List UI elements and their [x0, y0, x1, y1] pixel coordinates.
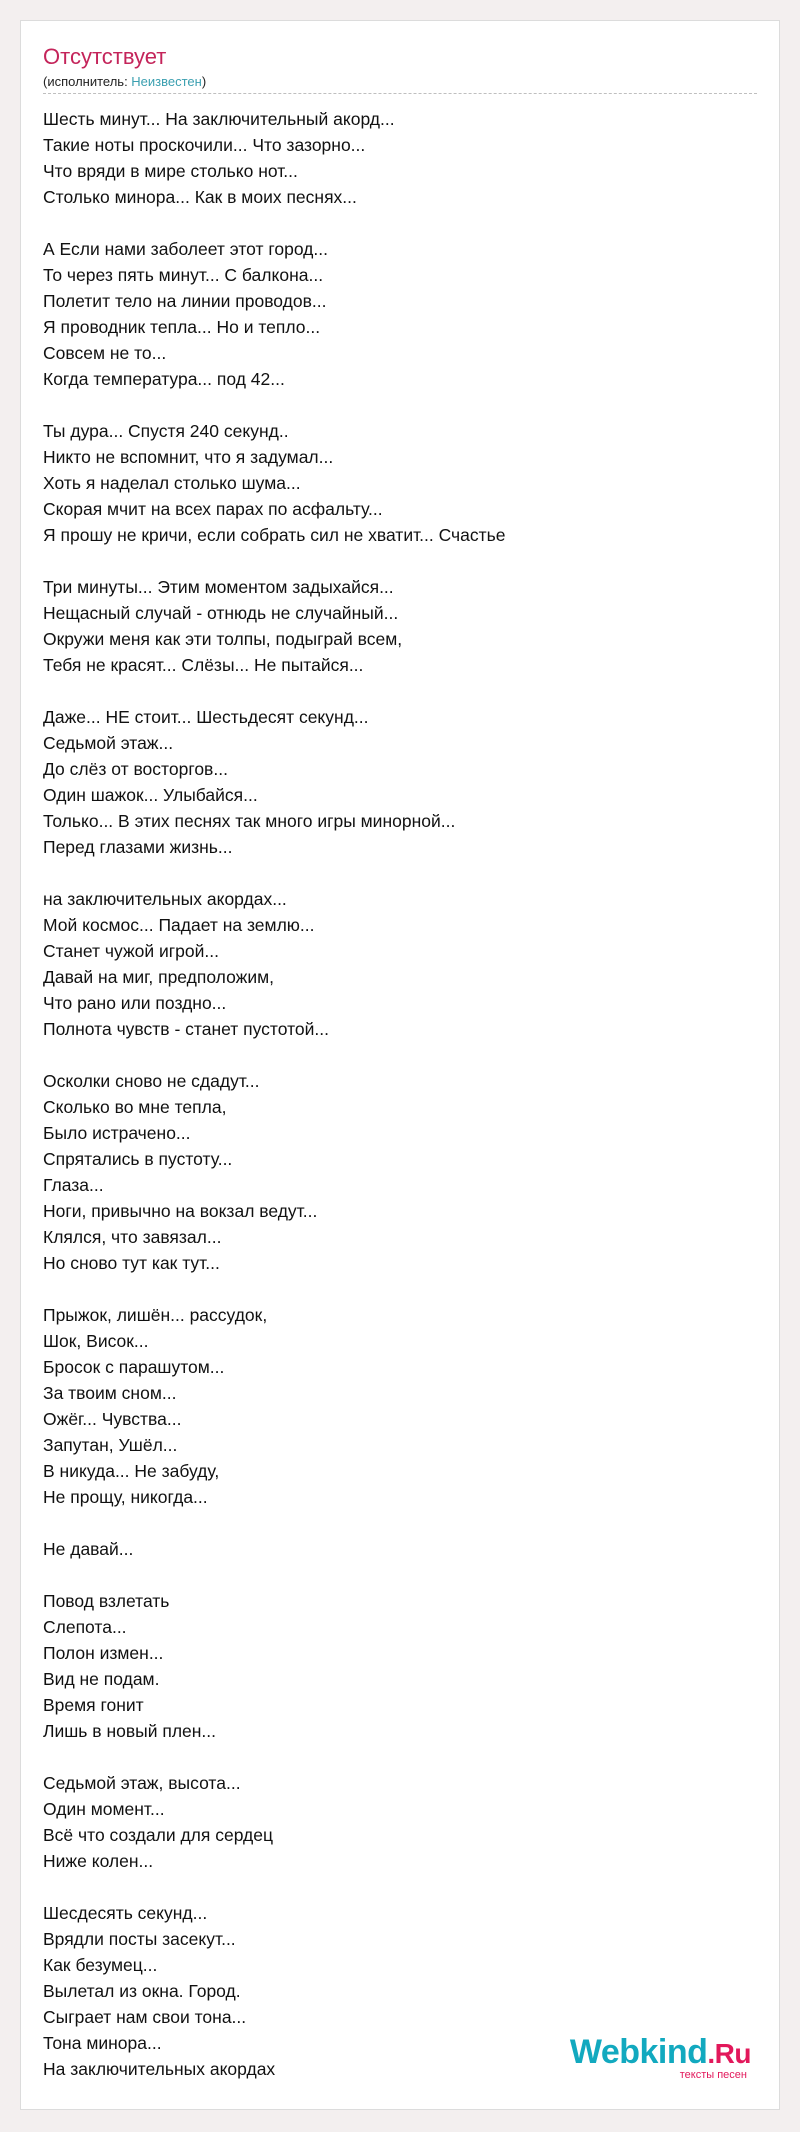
- lyric-line: Я прошу не кричи, если собрать сил не хватит... Счастье: [43, 525, 506, 545]
- stanza-gap: [43, 1562, 757, 1588]
- lyric-line: Время гонит: [43, 1695, 144, 1715]
- lyric-line: Тона минора...: [43, 2033, 162, 2053]
- lyric-line: Шесть минут... На заключительный акорд...: [43, 109, 395, 129]
- lyric-line: Ожёг... Чувства...: [43, 1409, 182, 1429]
- stanza-gap: [43, 1510, 757, 1536]
- logo-tagline: тексты песен: [679, 2069, 747, 2081]
- stanza-gap: [43, 210, 757, 236]
- stanza: [43, 236, 757, 392]
- stanza-gap: [43, 678, 757, 704]
- lyric-line: Повод взлетать: [43, 1591, 170, 1611]
- lyric-line: Давай на миг, предположим,: [43, 967, 275, 987]
- stanza-gap: [43, 1744, 757, 1770]
- song-header: [43, 43, 757, 90]
- lyric-line: Глаза...: [43, 1175, 104, 1195]
- stanza: [43, 704, 757, 860]
- lyric-line: Хоть я наделал столько шума...: [43, 473, 301, 493]
- stanza: [43, 1588, 757, 1744]
- stanza: [43, 1536, 757, 1562]
- lyric-line: Нещасный случай - отнюдь не случайный...: [43, 603, 399, 623]
- lyric-line: Спрятались в пустоту...: [43, 1149, 233, 1169]
- stanza: [43, 418, 757, 548]
- lyrics-card: [20, 20, 780, 2110]
- lyric-line: За твоим сном...: [43, 1383, 177, 1403]
- stanza-gap: [43, 548, 757, 574]
- lyric-line: Лишь в новый плен...: [43, 1721, 217, 1741]
- lyric-line: Как безумец...: [43, 1955, 158, 1975]
- lyric-line: Что рано или поздно...: [43, 993, 227, 1013]
- lyric-line: Вылетал из окна. Город.: [43, 1981, 241, 2001]
- lyric-line: Но сново тут как тут...: [43, 1253, 220, 1273]
- stanza: [43, 106, 757, 210]
- lyrics-text: [43, 106, 757, 2082]
- lyric-line: Когда температура... под 42...: [43, 369, 285, 389]
- lyric-line: Ты дура... Спустя 240 секунд..: [43, 421, 289, 441]
- logo-name: Webkind: [569, 2033, 708, 2071]
- lyric-line: Клялся, что завязал...: [43, 1227, 222, 1247]
- lyric-line: Осколки сново не сдадут...: [43, 1071, 260, 1091]
- lyric-line: на заключительных акордах...: [43, 889, 287, 909]
- lyric-line: Я проводник тепла... Но и тепло...: [43, 317, 321, 337]
- lyric-line: В никуда... Не забуду,: [43, 1461, 220, 1481]
- lyric-line: Запутан, Ушёл...: [43, 1435, 178, 1455]
- lyric-line: Мой космос... Падает на землю...: [43, 915, 315, 935]
- stanza: [43, 1302, 757, 1510]
- lyric-line: Бросок с парашутом...: [43, 1357, 225, 1377]
- lyric-line: Не давай...: [43, 1539, 134, 1559]
- lyric-line: Слепота...: [43, 1617, 127, 1637]
- lyric-line: Вид не подам.: [43, 1669, 160, 1689]
- lyric-line: Совсем не то...: [43, 343, 167, 363]
- lyric-line: Прыжок, лишён... рассудок,: [43, 1305, 268, 1325]
- lyric-line: Один момент...: [43, 1799, 165, 1819]
- lyric-line: Станет чужой игрой...: [43, 941, 220, 961]
- stanza: [43, 574, 757, 678]
- lyric-line: До слёз от восторгов...: [43, 759, 228, 779]
- lyric-line: Всё что создали для сердец: [43, 1825, 274, 1845]
- lyric-line: Окружи меня как эти толпы, подыграй всем,: [43, 629, 403, 649]
- lyric-line: То через пять минут... С балкона...: [43, 265, 324, 285]
- lyric-line: Скорая мчит на всех парах по асфальту...: [43, 499, 383, 519]
- stanza-gap: [43, 860, 757, 886]
- header-divider: [43, 93, 757, 94]
- lyric-line: Даже... НЕ стоит... Шестьдесят секунд...: [43, 707, 369, 727]
- lyric-line: Столько минора... Как в моих песнях...: [43, 187, 357, 207]
- song-title: Отсутствует: [43, 44, 167, 69]
- stanza-gap: [43, 1874, 757, 1900]
- lyric-line: А Если нами заболеет этот город...: [43, 239, 328, 259]
- lyric-line: Ноги, привычно на вокзал ведут...: [43, 1201, 318, 1221]
- performer-line: [43, 73, 757, 90]
- lyric-line: Седьмой этаж...: [43, 733, 174, 753]
- lyric-line: Было истрачено...: [43, 1123, 191, 1143]
- lyric-line: Тебя не красят... Слёзы... Не пытайся...: [43, 655, 364, 675]
- lyric-line: Шок, Висок...: [43, 1331, 149, 1351]
- lyric-line: Сколько во мне тепла,: [43, 1097, 227, 1117]
- lyric-line: Полнота чувств - станет пустотой...: [43, 1019, 329, 1039]
- stanza-gap: [43, 392, 757, 418]
- lyric-line: Что вряди в мире столько нот...: [43, 161, 298, 181]
- logo-tld: .Ru: [707, 2038, 751, 2069]
- performer-link[interactable]: Неизвестен: [131, 74, 202, 89]
- lyric-line: На заключительных акордах: [43, 2059, 276, 2079]
- lyric-line: Полон измен...: [43, 1643, 164, 1663]
- site-logo[interactable]: [570, 2035, 751, 2081]
- performer-suffix: ): [201, 74, 207, 89]
- lyric-line: Седьмой этаж, высота...: [43, 1773, 241, 1793]
- stanza-gap: [43, 1276, 757, 1302]
- lyric-line: Врядли посты засекут...: [43, 1929, 236, 1949]
- lyric-line: Сыграет нам свои тона...: [43, 2007, 247, 2027]
- stanza-gap: [43, 1042, 757, 1068]
- stanza: [43, 886, 757, 1042]
- lyric-line: Три минуты... Этим моментом задыхайся...: [43, 577, 394, 597]
- stanza: [43, 1770, 757, 1874]
- lyric-line: Никто не вспомнит, что я задумал...: [43, 447, 334, 467]
- lyric-line: Один шажок... Улыбайся...: [43, 785, 258, 805]
- lyric-line: Шесдесять секунд...: [43, 1903, 208, 1923]
- stanza: [43, 1068, 757, 1276]
- logo-wordmark: [570, 2035, 751, 2071]
- lyric-line: Перед глазами жизнь...: [43, 837, 233, 857]
- performer-prefix: (исполнитель:: [43, 74, 132, 89]
- lyric-line: Не прощу, никогда...: [43, 1487, 208, 1507]
- lyric-line: Только... В этих песнях так много игры минорной...: [43, 811, 456, 831]
- lyric-line: Полетит тело на линии проводов...: [43, 291, 327, 311]
- lyric-line: Ниже колен...: [43, 1851, 154, 1871]
- lyric-line: Такие ноты проскочили... Что зазорно...: [43, 135, 366, 155]
